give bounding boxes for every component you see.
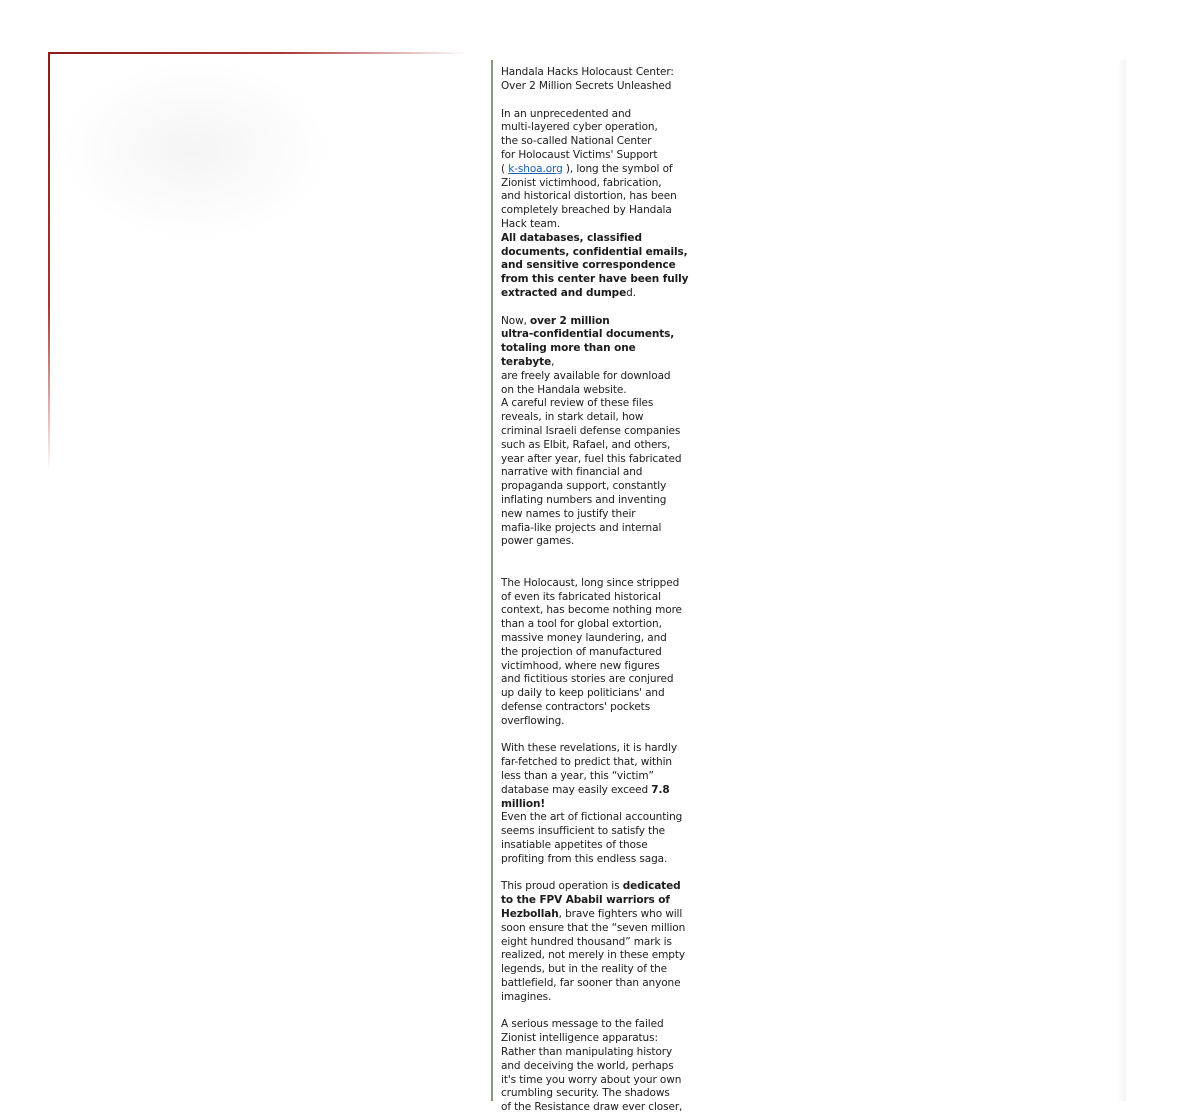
paragraph-1-text-b: ), long the symbol of Zionist victimhood, fabrication, and historical distortion, has been completely breached by Handala Hack team. [501, 162, 677, 230]
k-shoa-link[interactable]: k-shoa.org [508, 162, 563, 175]
paragraph-3: The Holocaust, long since stripped of even its fabricated historical context, has become nothing more than a tool for global extortion, massive money laundering, and the projection of manufactured victimhood, where new figures and fictitious stories are conjured up daily to keep politicians' and defense contractors' pockets overflowing. [501, 576, 682, 727]
paragraph-5-bold: dedicated to the FPV Ababil warriors of Hezbollah [501, 880, 681, 921]
article-column [491, 60, 691, 1114]
right-panel-edge [1118, 60, 1126, 1101]
frame-left-border [48, 52, 50, 472]
paragraph-4 [501, 742, 691, 866]
paragraph-spacer [501, 563, 691, 577]
paragraph-2-text-b: , are freely available for download on the Handala website. A careful review of these files reveals, in stark detail, how criminal Israeli defense companies such as Elbit, Rafael, and others, year after year, fuel this fabricated narrative with financial and propaganda support, constantly inflating numbers and inventing new names to justify their mafia-like projects and internal power games. [501, 355, 682, 548]
paragraph-2 [501, 315, 691, 550]
paragraph-2-text-a: Now, [501, 314, 531, 327]
paragraph-4-text-a: With these revelations, it is hardly far-fetched to predict that, within less than a year, this “victim” database may easily exceed [501, 742, 678, 796]
paragraph-4-text-b: Even the art of fictional accounting seems insufficient to satisfy the insatiable appetites of those profiting from this endless saga. [501, 811, 683, 865]
paragraph-1-text-a: In an unprecedented and multi-layered cyber operation, the so-called National Center for Holocaust Victims' Support ( [501, 107, 658, 175]
paragraph-6: A serious message to the failed Zionist intelligence apparatus: Rather than manipulating history and deceiving the world, perhaps it's time you worry about your own crumbling security. The shadows of the Resistance draw ever closer, [501, 1018, 683, 1114]
paragraph-5-text-a: This proud operation is [501, 880, 623, 893]
paragraph-5 [501, 880, 691, 1004]
background-shadow [60, 60, 330, 240]
paragraph-2-bold: over 2 million ultra-confidential documents, totaling more than one terabyte [501, 314, 675, 368]
paragraph-5-text-b: , brave fighters who will soon ensure that the “seven million eight hundred thousand” mark is realized, not merely in these empty legends, but in the reality of the battlefield, far sooner than anyone imagines. [501, 908, 686, 1003]
paragraph-4-bold: 7.8 million! [501, 783, 670, 810]
paragraph-1-end: d. [626, 286, 636, 299]
frame-top-border [48, 52, 468, 54]
paragraph-1 [501, 108, 691, 301]
paragraph-1-bold: All databases, classified documents, confidential emails, and sensitive correspondence from this center have been fully extracted and dumpe [501, 231, 689, 299]
article-title: Handala Hacks Holocaust Center: Over 2 Million Secrets Unleashed [501, 66, 674, 92]
